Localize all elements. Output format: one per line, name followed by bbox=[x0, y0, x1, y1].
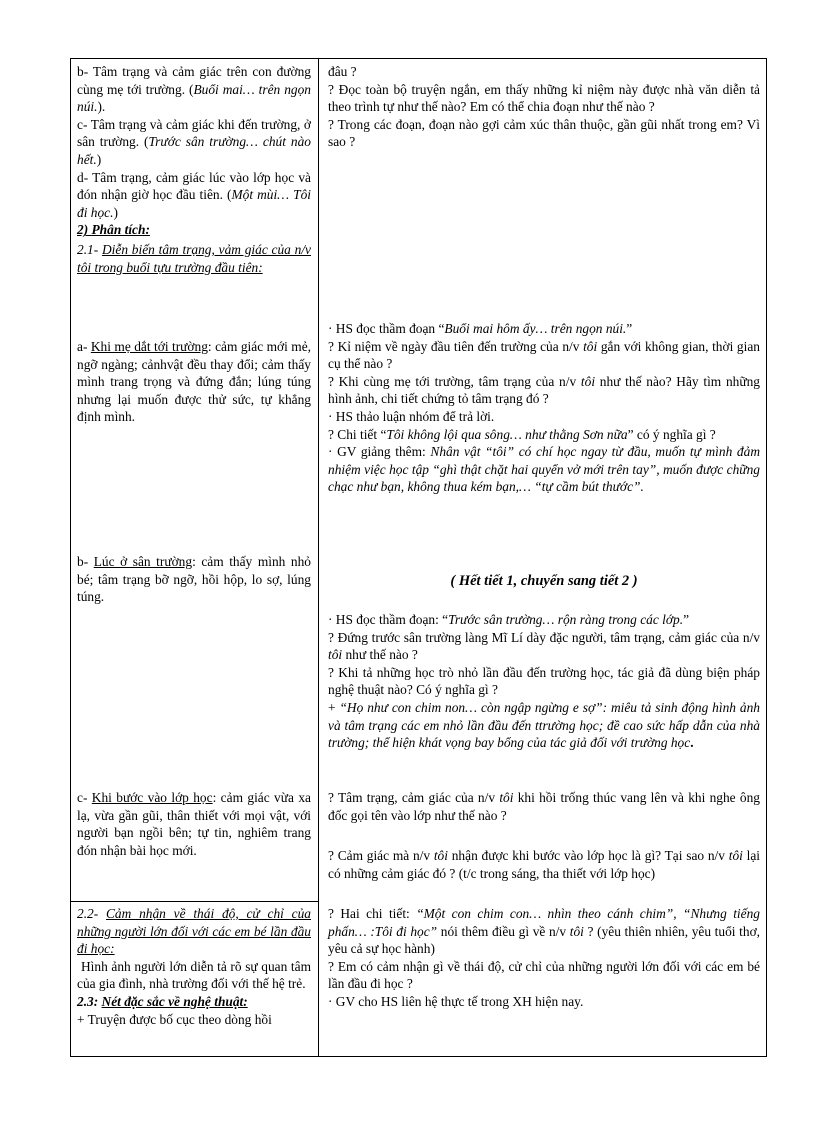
q-trinh-tu: ? Đọc toàn bộ truyện ngắn, em thấy những kỉ niệm này được nhà văn diễn tả theo trình tự như thế nào? Em có thể chia đoạn như thế nào ? bbox=[328, 81, 760, 115]
heading-2-3: 2.3: Nét đặc sắc về nghệ thuật: bbox=[77, 993, 248, 1009]
left-bottom-block bbox=[77, 905, 311, 1028]
label-vao-lop: Khi bước vào lớp học bbox=[91, 790, 213, 805]
label-khi-me-dat: Khi mẹ dắt tới trường bbox=[90, 339, 208, 354]
label-san-truong: Lúc ở sân trường bbox=[93, 554, 193, 569]
q-continued: đâu ? bbox=[328, 64, 357, 79]
right-section-4: ? Cảm giác mà n/v tôi nhận được khi bước vào lớp học là gì? Tại sao n/v tôi lại có những cảm giác đó ? (t/c trong sáng, tha thiết với lớp học) bbox=[328, 848, 761, 881]
right-section-1: · HS đọc thầm đoạn “Buổi mai hôm ấy… trên ngọn núi.” ? Kỉ niệm về ngày đầu tiên đến trường của n/v tôi gắn với không gian, thời gian cụ thể nào ? ? Khi cùng mẹ tới trường, tâm trạng của n/v tôi như thế nào? Hãy tìm những hình ảnh, chi tiết chứng tỏ tâm trạng đó ? · HS thảo luận nhóm để trả lời. ? Chi tiết “Tôi không lội qua sông… như thằng Sơn nữa” có ý nghĩa gì ? · GV giảng thêm: Nhân vật “tôi” có chí học ngay từ đầu, muốn tự mình đảm nhiệm việc học tập “ghì thật chặt hai quyển vở mới trên tay”, muốn được chững chạc như bạn, không thua kém bạn,… “tự cầm bút thước”. bbox=[328, 321, 760, 495]
right-section-2: · HS đọc thầm đoạn: “Trước sân trường… rộn ràng trong các lớp.” ? Đứng trước sân trường làng Mĩ Lí dày đặc người, tâm trạng, cảm giác của n/v tôi như thế nào ? ? Khi tả những học trò nhỏ lần đầu đến trường học, tác giả đã dùng biện pháp nghệ thuật nào? Có ý nghĩa gì ? + “Họ như con chim non… còn ngập ngừng e sợ”: miêu tả sinh động hình ảnh và tâm trạng các em nhỏ lần đầu đến ttrường học; đề cao sức hấp dẫn của nhà trường; thể hiện khát vọng bay bổng của tác giả đối với trường học. bbox=[328, 612, 760, 751]
item-b-intro: b- Tâm trạng và cảm giác trên con đường cùng mẹ tới trường. (Buổi mai… trên ngọn núi.). bbox=[77, 64, 311, 115]
right-top-block bbox=[328, 63, 760, 151]
heading-2-2: 2.2- Cảm nhận về thái độ, cử chỉ của những người lớn đối với các em bé lần đầu đi học: bbox=[77, 906, 311, 957]
q-doan-gan-gui: ? Trong các đoạn, đoạn nào gợi cảm xúc thân thuộc, gần gũi nhất trong em? Vì sao ? bbox=[328, 116, 760, 150]
text-2-2: Hình ảnh người lớn diễn tả rõ sự quan tâm của gia đình, nhà trường đối với thế hệ trẻ. bbox=[77, 958, 311, 992]
phan-tich-heading: 2) Phân tích: bbox=[77, 222, 150, 238]
left-item-b: b- Lúc ở sân trường: cảm thấy mình nhỏ bé; tâm trạng bỡ ngỡ, hồi hộp, lo sợ, lúng túng. bbox=[77, 554, 311, 605]
row-divider bbox=[71, 901, 318, 902]
heading-2-1: 2.1- Diễn biến tâm trạng, vảm giác của n/v tôi trong buổi tựu trường đầu tiên: bbox=[77, 241, 312, 275]
left-item-c: c- Khi bước vào lớp học: cảm giác vừa xa lạ, vừa gần gũi, thân thiết với mọi vật, với người bạn ngồi bên; tự tin, nghiêm trang đón nhận bài học mới. bbox=[77, 790, 311, 858]
end-of-period-note: ( Hết tiết 1, chuyển sang tiết 2 ) bbox=[450, 573, 638, 589]
right-section-5: ? Hai chi tiết: “Một con chim con… nhìn theo cánh chim”, “Nhưng tiếng phấn… :Tôi đi học” nói thêm điều gì về n/v tôi ? (yêu thiên nhiên, yêu tuổi thơ, yêu cả sự học hành) ? Em có cảm nhận gì về thái độ, cử chỉ của những người lớn đối với các em bé lần đầu đi học ? · GV cho HS liên hệ thực tế trong XH hiện nay. bbox=[328, 906, 761, 1009]
left-top-block bbox=[77, 63, 311, 276]
item-d-intro: d- Tâm trạng, cảm giác lúc vào lớp học và đón nhận giờ học đầu tiên. (Một mùi… Tôi đi học.) bbox=[77, 169, 311, 220]
right-section-3: ? Tâm trạng, cảm giác của n/v tôi khi hồi trống thúc vang lên và khi nghe ông đốc gọi tên vào lớp như thế nào ? bbox=[328, 790, 760, 823]
lesson-table bbox=[70, 58, 767, 1057]
column-divider bbox=[318, 59, 319, 1056]
item-c-intro: c- Tâm trạng và cảm giác khi đến trường, ở sân trường. (Trước sân trường… chút nào hết.) bbox=[77, 116, 311, 167]
left-item-a: a- Khi mẹ dắt tới trường: cảm giác mới mẻ, ngỡ ngàng; cảnhvật đều thay đổi; cảm thấy mình trang trọng và đứng đắn; lúng túng nhưng lại muốn được thử sức, tự khẳng định mình. bbox=[77, 339, 311, 425]
text-last-line: + Truyện được bố cục theo dòng hồi bbox=[77, 1011, 272, 1027]
